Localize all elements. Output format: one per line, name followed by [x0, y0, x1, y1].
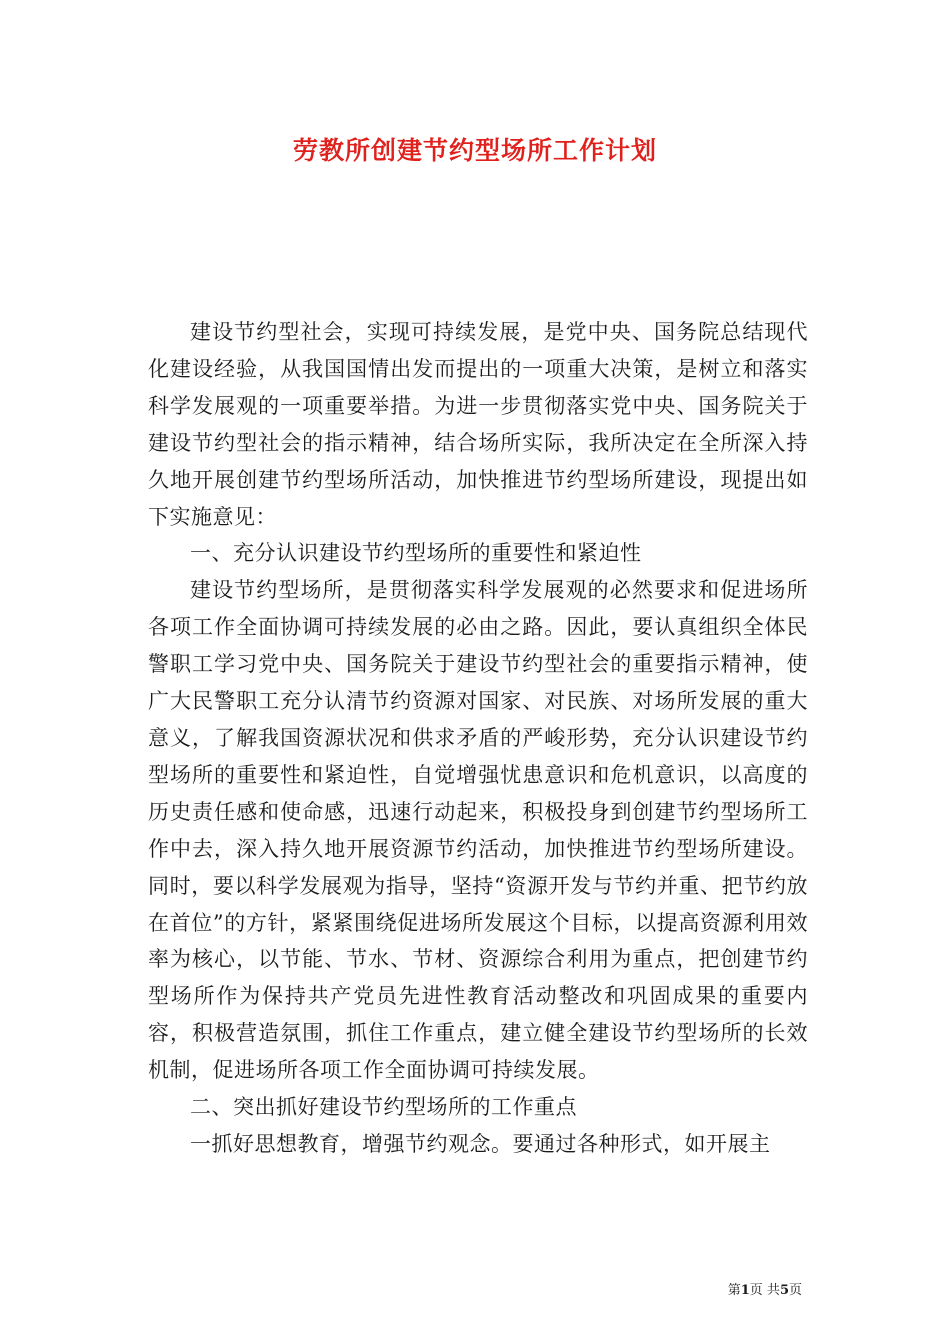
paragraph-intro: 建设节约型社会，实现可持续发展，是党中央、国务院总结现代化建设经验，从我国国情出发而提出的一项重大决策，是树立和落实科学发展观的一项重要举措。为进一步贯彻落实党中央、国务院关于建设节约型社会的指示精神，结合场所实际，我所决定在全所深入持久地开展创建节约型场所活动，加快推进节约型场所建设，现提出如下实施意见：: [148, 320, 808, 529]
paragraph-section-1: 建设节约型场所，是贯彻落实科学发展观的必然要求和促进场所各项工作全面协调可持续发展的必由之路。因此，要认真组织全体民警职工学习党中央、国务院关于建设节约型社会的重要指示精神，使广大民警职工充分认清节约资源对国家、对民族、对场所发展的重大意义，了解我国资源状况和供求矛盾的严峻形势，充分认识建设节约型场所的重要性和紧迫性，自觉增强忧患意识和危机意识，以高度的历史责任感和使命感，迅速行动起来，积极投身到创建节约型场所工作中去，深入持久地开展资源节约活动，加快推进节约型场所建设。同时，要以科学发展观为指导，坚持“资源开发与节约并重、把节约放在首位”的方针，紧紧围绕促进场所发展这个目标，以提高资源利用效率为核心，以节能、节水、节材、资源综合利用为重点，把创建节约型场所作为保持共产党员先进性教育活动整改和巩固成果的重要内容，积极营造氛围，抓住工作重点，建立健全建设节约型场所的长效机制，促进场所各项工作全面协调可持续发展。: [148, 578, 808, 1083]
document-title: 劳教所创建节约型场所工作计划: [292, 136, 657, 165]
document-body: [148, 314, 808, 1163]
footer-prefix: 第: [727, 1283, 741, 1298]
section-heading-2: 二、突出抓好建设节约型场所的工作重点: [190, 1095, 577, 1120]
page-number-footer: [728, 1279, 802, 1298]
footer-middle: 页 共: [749, 1283, 780, 1298]
total-page-count: 5: [779, 1283, 789, 1298]
paragraph-section-2: 一抓好思想教育，增强节约观念。要通过各种形式，如开展主: [190, 1131, 771, 1156]
current-page-number: 1: [740, 1283, 750, 1298]
section-heading-1: 一、充分认识建设节约型场所的重要性和紧迫性: [190, 541, 642, 566]
footer-suffix: 页: [788, 1283, 802, 1298]
